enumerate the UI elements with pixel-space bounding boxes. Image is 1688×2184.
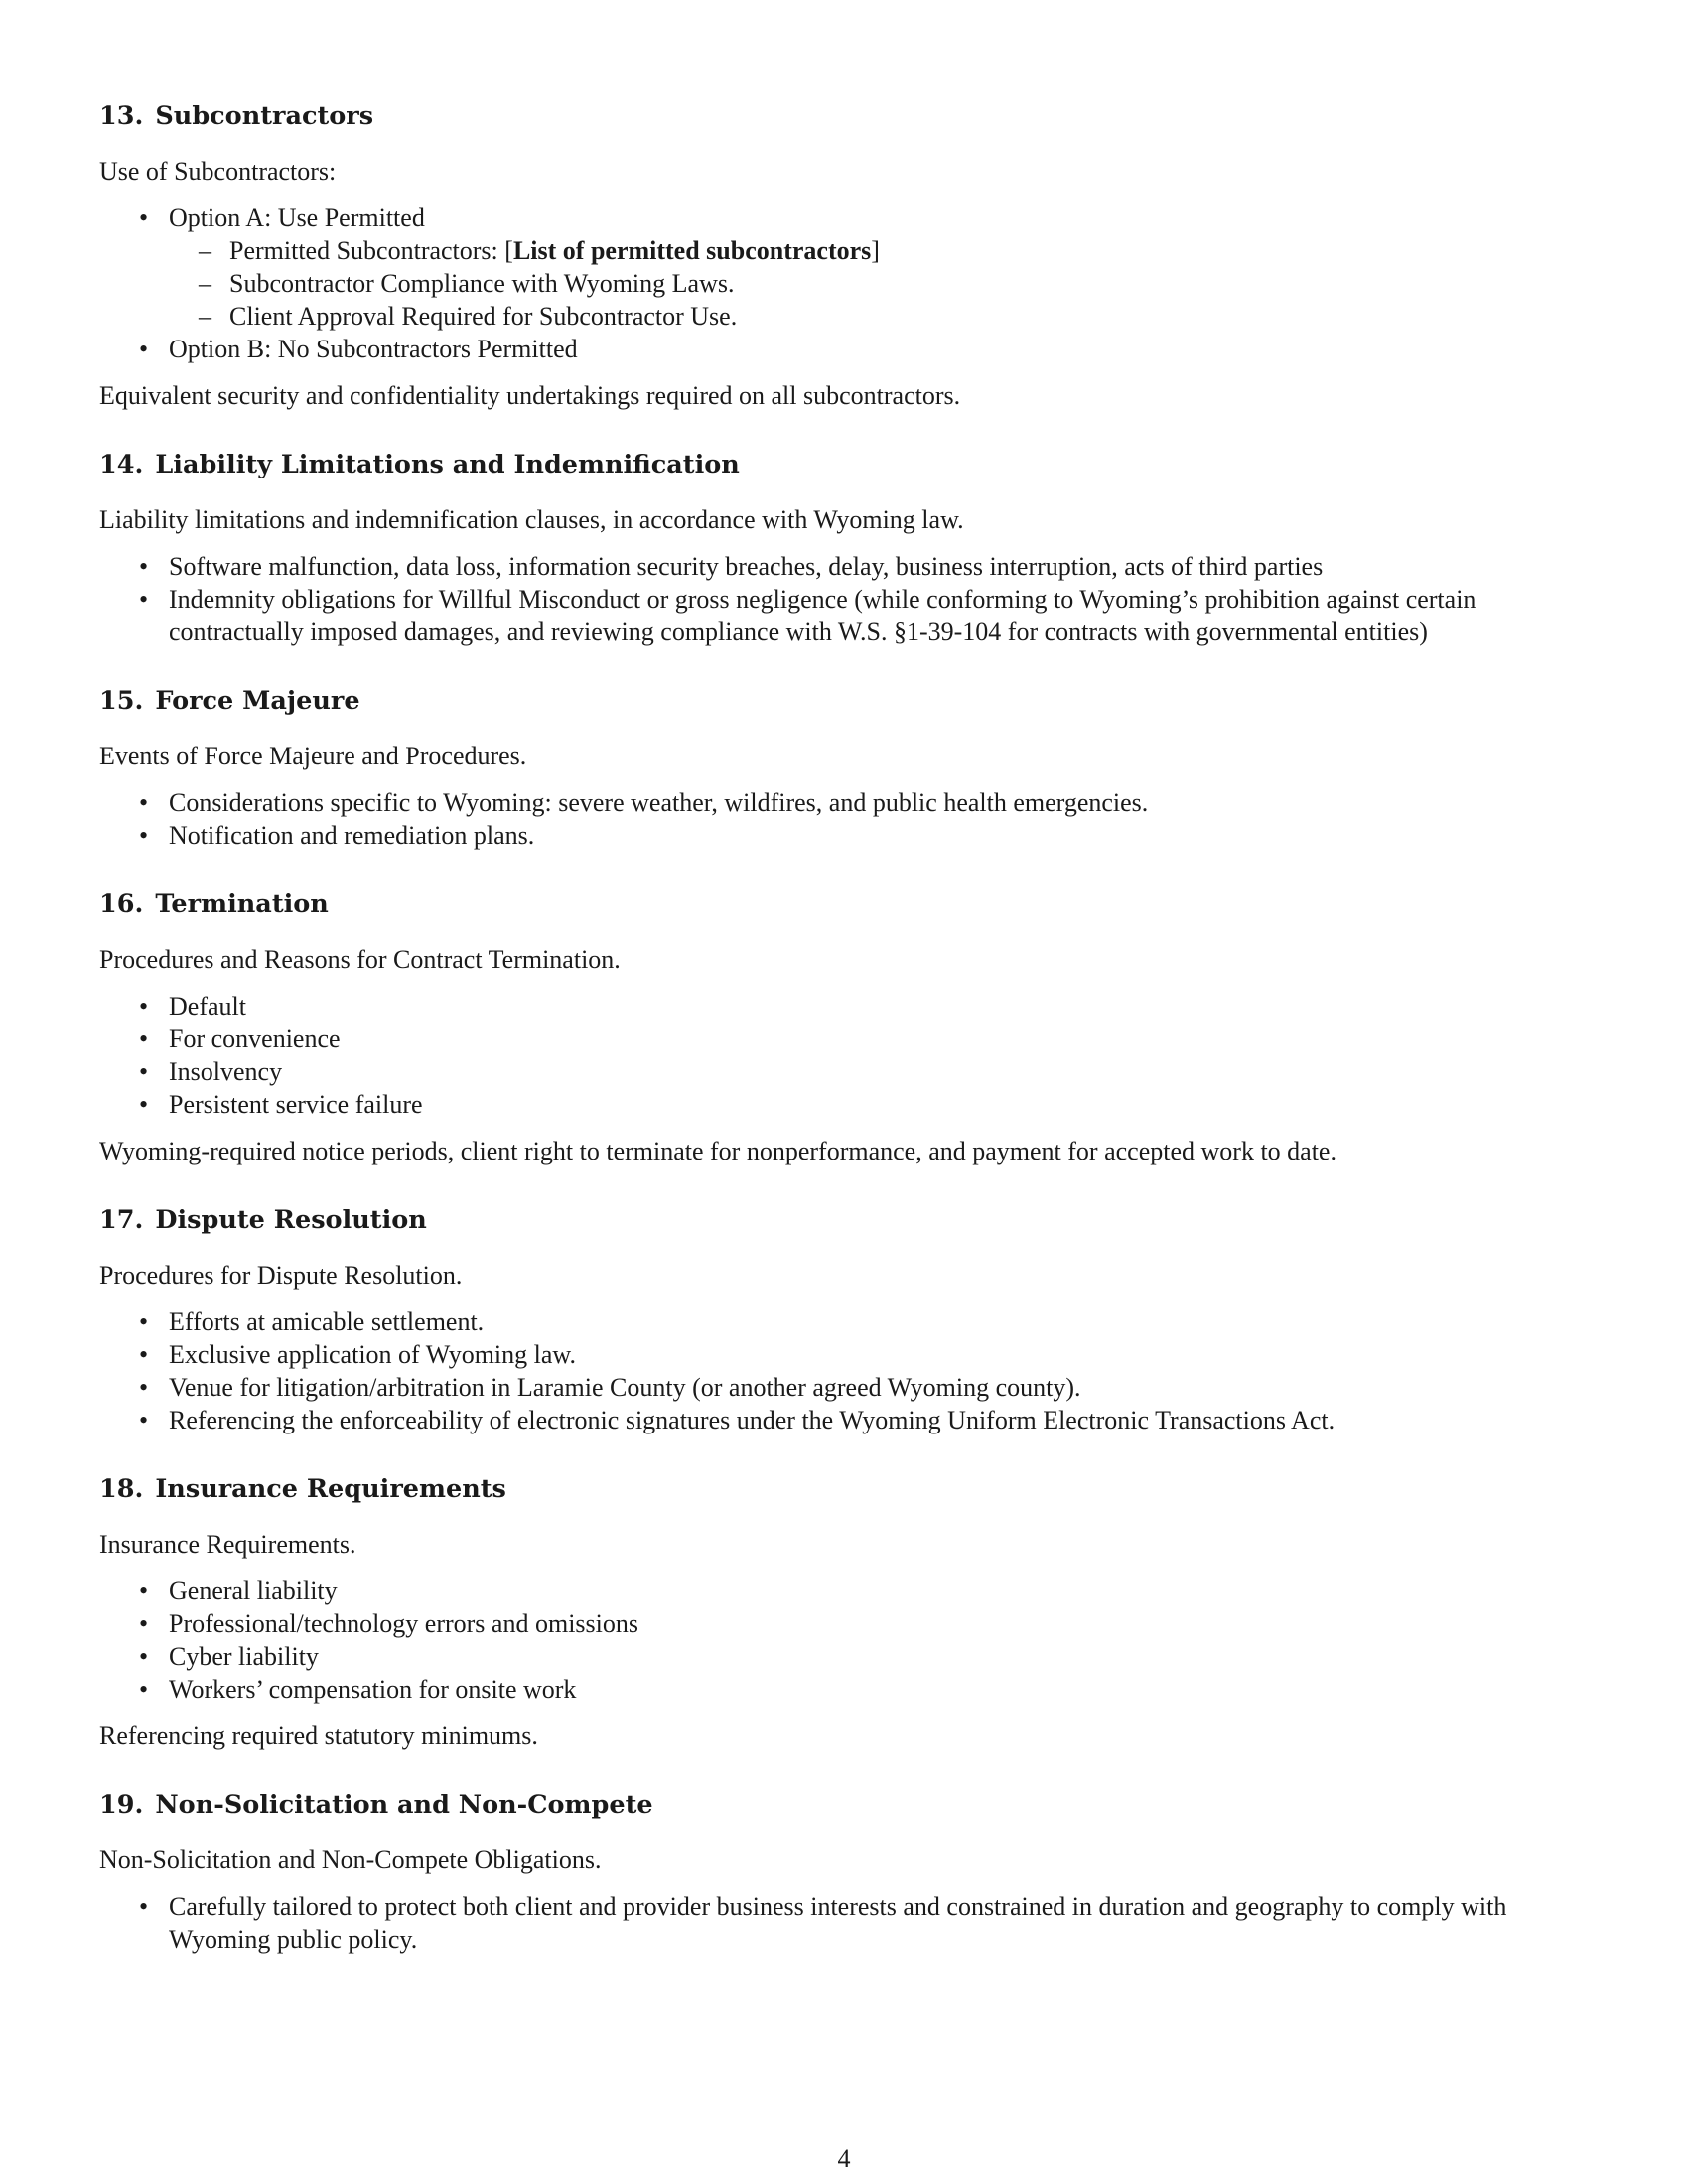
list-item (99, 990, 1589, 1023)
list-item (99, 1055, 1589, 1088)
list-item (99, 1574, 1589, 1607)
section-heading (99, 1788, 1589, 1822)
section-title: Subcontractors (155, 101, 374, 131)
section-force-majeure (99, 684, 1589, 852)
list-item (99, 333, 1589, 365)
sub-item-text-suffix: ] (871, 236, 880, 265)
list-item-text: Professional/technology errors and omissions (169, 1609, 638, 1638)
section-heading (99, 1472, 1589, 1506)
section-liability (99, 448, 1589, 648)
list-item-text: Option A: Use Permitted (169, 204, 425, 232)
bullet-icon: • (139, 1642, 149, 1671)
sub-item-placeholder: List of permitted subcontractors (512, 236, 872, 265)
sub-item-text: Client Approval Required for Subcontractor Use. (229, 302, 738, 331)
list-item-text: Referencing the enforceability of electronic signatures under the Wyoming Uniform Electronic Transactions Act. (169, 1406, 1336, 1434)
list-item (99, 1890, 1589, 1956)
bullet-list (99, 1574, 1589, 1706)
section-closing: Wyoming-required notice periods, client right to terminate for nonperformance, and payment for accepted work to date. (99, 1137, 1336, 1165)
list-item-text: Indemnity obligations for Willful Misconduct or gross negligence (while conforming to Wyoming’s prohibition against certain contractually imposed damages, and reviewing compliance with W.S. §1-39-104 for contracts with governmental entities) (169, 585, 1477, 646)
section-intro: Procedures and Reasons for Contract Termination. (99, 945, 621, 974)
dash-icon: – (199, 302, 211, 331)
section-intro: Insurance Requirements. (99, 1530, 356, 1559)
bullet-list (99, 1890, 1589, 1956)
list-item (99, 1640, 1589, 1673)
bullet-icon: • (139, 1406, 149, 1434)
list-item (99, 1305, 1589, 1338)
section-heading (99, 99, 1589, 133)
section-heading (99, 887, 1589, 921)
section-intro: Events of Force Majeure and Procedures. (99, 742, 527, 770)
list-item (99, 1023, 1589, 1055)
bullet-icon: • (139, 1024, 149, 1053)
list-item-text: Efforts at amicable settlement. (169, 1307, 485, 1336)
list-item (99, 550, 1589, 583)
list-item-text: Exclusive application of Wyoming law. (169, 1340, 577, 1369)
bullet-icon: • (139, 585, 149, 614)
list-item (99, 1088, 1589, 1121)
list-item-text: For convenience (169, 1024, 341, 1053)
sub-item-text-prefix: Permitted Subcontractors: [ (229, 236, 513, 265)
section-heading (99, 1203, 1589, 1237)
list-item (99, 1338, 1589, 1371)
bullet-list (99, 990, 1589, 1121)
list-item (99, 1404, 1589, 1436)
section-title: Liability Limitations and Indemnification (155, 450, 740, 479)
bullet-icon: • (139, 1057, 149, 1086)
sub-list (169, 234, 1589, 333)
list-item-text: Option B: No Subcontractors Permitted (169, 335, 578, 363)
bullet-icon: • (139, 1090, 149, 1119)
section-intro: Liability limitations and indemnification clauses, in accordance with Wyoming law. (99, 505, 964, 534)
section-intro: Non-Solicitation and Non-Compete Obligations. (99, 1845, 602, 1874)
section-non-solicitation (99, 1788, 1589, 1956)
section-intro: Procedures for Dispute Resolution. (99, 1261, 463, 1290)
list-item-text: Insolvency (169, 1057, 283, 1086)
dash-icon: – (199, 236, 211, 265)
bullet-icon: • (139, 1307, 149, 1336)
section-title: Insurance Requirements (155, 1474, 506, 1504)
section-number: 14. (99, 450, 144, 479)
sub-list-item (169, 300, 1589, 333)
sub-list-item (169, 267, 1589, 300)
section-dispute-resolution (99, 1203, 1589, 1436)
section-number: 17. (99, 1205, 144, 1235)
section-title: Force Majeure (155, 686, 360, 716)
bullet-icon: • (139, 788, 149, 817)
bullet-icon: • (139, 204, 149, 232)
bullet-list (99, 550, 1589, 648)
section-number: 13. (99, 101, 144, 131)
list-item (99, 1673, 1589, 1706)
sub-item-text: Subcontractor Compliance with Wyoming Laws. (229, 269, 735, 298)
section-subcontractors (99, 99, 1589, 412)
sub-list-item (169, 234, 1589, 267)
bullet-list (99, 786, 1589, 852)
list-item (99, 1371, 1589, 1404)
list-item-text: Venue for litigation/arbitration in Laramie County (or another agreed Wyoming county). (169, 1373, 1081, 1402)
section-intro: Use of Subcontractors: (99, 157, 337, 186)
list-item-text: Carefully tailored to protect both client and provider business interests and constrained in duration and geography to comply with Wyoming public policy. (169, 1892, 1507, 1954)
bullet-icon: • (139, 821, 149, 850)
page-number: 4 (837, 2144, 851, 2173)
document-page (99, 99, 1589, 1956)
section-number: 15. (99, 686, 144, 716)
section-heading (99, 448, 1589, 481)
list-item (99, 819, 1589, 852)
list-item (99, 583, 1589, 648)
section-title: Non-Solicitation and Non-Compete (155, 1790, 653, 1820)
section-closing: Referencing required statutory minimums. (99, 1721, 538, 1750)
bullet-icon: • (139, 1576, 149, 1605)
list-item-text: Cyber liability (169, 1642, 319, 1671)
list-item (99, 1607, 1589, 1640)
list-item-text: Considerations specific to Wyoming: severe weather, wildfires, and public health emergencies. (169, 788, 1149, 817)
list-item-text: Software malfunction, data loss, information security breaches, delay, business interruption, acts of third parties (169, 552, 1324, 581)
list-item-text: Default (169, 992, 246, 1021)
section-heading (99, 684, 1589, 718)
bullet-icon: • (139, 335, 149, 363)
list-item-text: Workers’ compensation for onsite work (169, 1675, 577, 1704)
list-item-text: Notification and remediation plans. (169, 821, 535, 850)
bullet-icon: • (139, 1892, 149, 1921)
section-title: Dispute Resolution (155, 1205, 427, 1235)
section-termination (99, 887, 1589, 1167)
list-item-text: General liability (169, 1576, 338, 1605)
bullet-icon: • (139, 1373, 149, 1402)
bullet-list (99, 202, 1589, 365)
bullet-icon: • (139, 1609, 149, 1638)
section-title: Termination (155, 889, 329, 919)
list-item-text: Persistent service failure (169, 1090, 423, 1119)
list-item (99, 202, 1589, 333)
bullet-list (99, 1305, 1589, 1436)
bullet-icon: • (139, 1675, 149, 1704)
section-insurance (99, 1472, 1589, 1752)
section-number: 19. (99, 1790, 144, 1820)
bullet-icon: • (139, 992, 149, 1021)
section-closing: Equivalent security and confidentiality undertakings required on all subcontractors. (99, 381, 961, 410)
bullet-icon: • (139, 552, 149, 581)
list-item (99, 786, 1589, 819)
section-number: 16. (99, 889, 144, 919)
section-number: 18. (99, 1474, 144, 1504)
dash-icon: – (199, 269, 211, 298)
bullet-icon: • (139, 1340, 149, 1369)
